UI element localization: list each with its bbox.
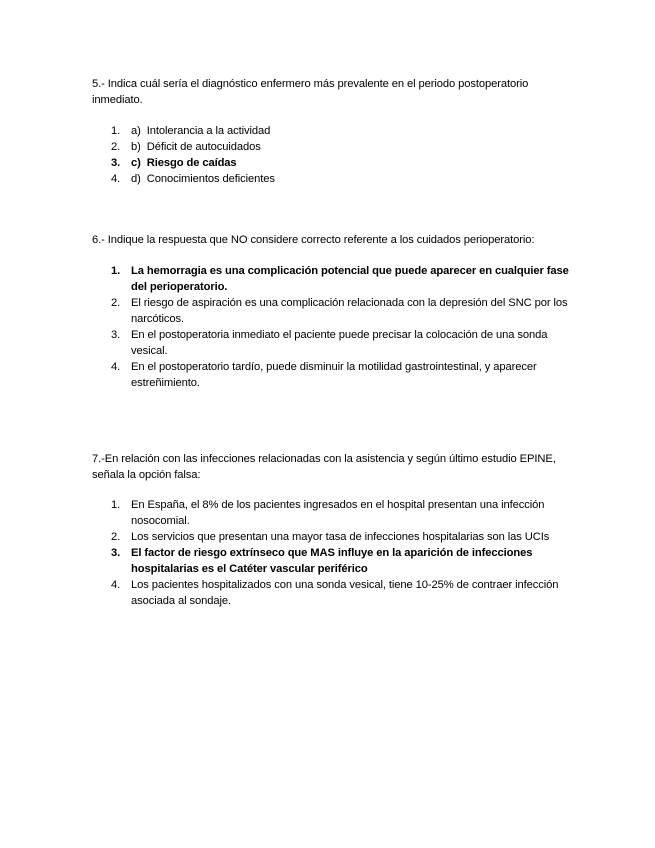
question-6-prompt: 6.- Indique la respuesta que NO considere correcto referente a los cuidados perioperatorio: [92, 234, 535, 246]
option-number: 3. [111, 329, 121, 341]
option-text: Intolerancia a la actividad [146, 125, 271, 137]
question-7-options [92, 497, 572, 609]
question-7 [92, 451, 572, 609]
option-text: Riesgo de caídas [146, 157, 237, 169]
question-7-option-2 [92, 529, 572, 545]
option-text: Los servicios que presentan una mayor tasa de infecciones hospitalarias son las UCIs [131, 531, 550, 543]
option-text: En el postoperatorio tardío, puede disminuir la motilidad gastrointestinal, y aparecer estreñimiento. [131, 361, 537, 389]
option-text: En España, el 8% de los pacientes ingresados en el hospital presentan una infección nosocomial. [131, 499, 545, 527]
question-7-option-3 [92, 545, 572, 577]
question-5-prompt: 5.- Indica cuál sería el diagnóstico enfermero más prevalente en el periodo postoperatorio inmediato. [92, 78, 529, 106]
question-5-option-2 [92, 139, 572, 155]
option-text: El riesgo de aspiración es una complicación relacionada con la depresión del SNC por los narcóticos. [131, 297, 568, 325]
option-number: 2. [111, 531, 121, 543]
question-5-option-4 [92, 171, 572, 187]
option-text: Déficit de autocuidados [146, 141, 261, 153]
option-number: 1. [111, 499, 121, 511]
option-number: 2. [111, 141, 121, 153]
option-number: 4. [111, 173, 121, 185]
option-text: En el postoperatoria inmediato el paciente puede precisar la colocación de una sonda vesical. [131, 329, 548, 357]
option-number: 4. [111, 361, 121, 373]
option-number: 3. [111, 547, 121, 559]
option-text: El factor de riesgo extrínseco que MAS influye en la aparición de infecciones hospitalarias es el Catéter vascular periférico [131, 547, 533, 575]
option-number: 2. [111, 297, 121, 309]
option-letter: b) [131, 141, 141, 153]
question-7-prompt: 7.-En relación con las infecciones relacionadas con la asistencia y según último estudio EPINE, señala la opción falsa: [92, 453, 556, 481]
option-number: 1. [111, 265, 121, 277]
question-5-option-3 [92, 155, 572, 171]
question-5-option-1 [92, 123, 572, 139]
option-text: Los pacientes hospitalizados con una sonda vesical, tiene 10-25% de contraer infección asociada al sondaje. [131, 579, 559, 607]
question-5 [92, 76, 572, 187]
option-letter: c) [131, 157, 141, 169]
option-text: Conocimientos deficientes [146, 173, 275, 185]
question-6 [92, 232, 572, 391]
option-text: La hemorragia es una complicación potencial que puede aparecer en cualquier fase del perioperatorio. [131, 265, 569, 293]
question-5-options [92, 123, 572, 187]
option-number: 4. [111, 579, 121, 591]
option-letter: d) [131, 173, 141, 185]
question-6-option-1 [92, 263, 572, 295]
question-6-option-3 [92, 327, 572, 359]
question-6-option-2 [92, 295, 572, 327]
question-6-options [92, 263, 572, 391]
question-6-option-4 [92, 359, 572, 391]
option-number: 1. [111, 125, 121, 137]
option-letter: a) [131, 125, 141, 137]
question-7-option-1 [92, 497, 572, 529]
question-7-option-4 [92, 577, 572, 609]
option-number: 3. [111, 157, 121, 169]
